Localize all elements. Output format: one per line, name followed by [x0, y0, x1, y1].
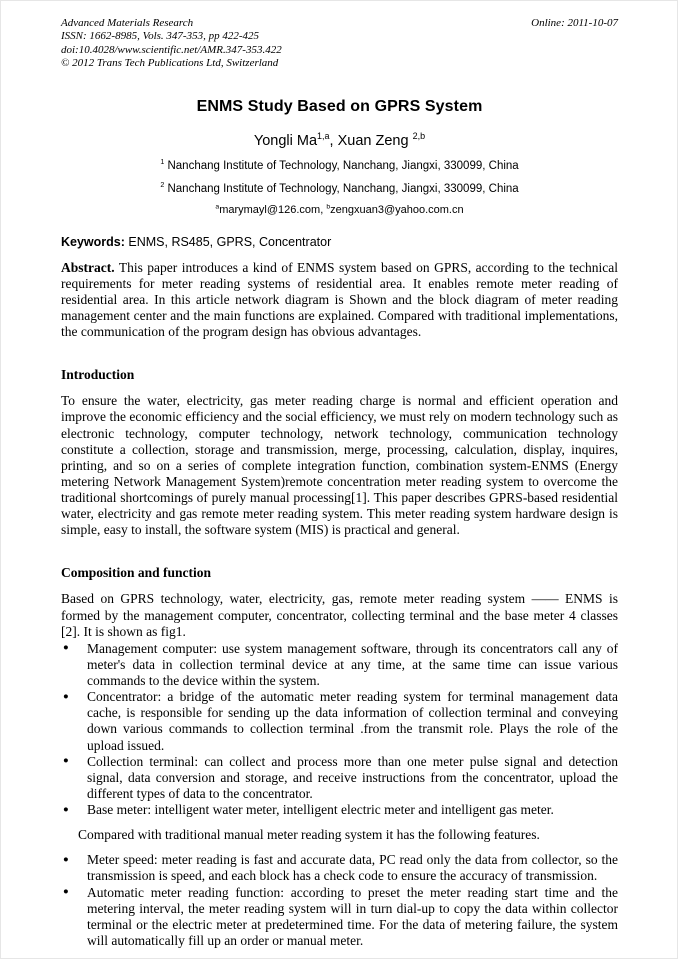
author-2-superscript: 2,b	[412, 130, 426, 141]
composition-bullet-list	[61, 641, 618, 818]
bullet-icon: ●	[63, 691, 69, 702]
affiliation-1	[61, 157, 618, 172]
list-item	[61, 641, 618, 689]
author-separator: ,	[329, 132, 338, 149]
list-item-text: Collection terminal: can collect and process more than one meter pulse signal and detection signal, data conversion and storage, and receive instructions from the concentrator, upload the different types of data to the concentrator.	[87, 753, 618, 801]
journal-name: Advanced Materials Research	[61, 17, 194, 29]
bullet-icon: ●	[63, 887, 69, 897]
issn-line: ISSN: 1662-8985, Vols. 347-353, pp 422-425	[61, 30, 259, 43]
author-1-superscript: 1,a	[317, 130, 330, 141]
email-2: zengxuan3@yahoo.com.cn	[330, 203, 464, 216]
bullet-icon: ●	[63, 756, 69, 767]
composition-paragraph: Based on GPRS technology, water, electricity, gas, remote meter reading system —— ENMS is formed by the management computer, concentrator, collecting terminal and the base meter 4 classes [2]. It is shown as fig1.	[61, 591, 618, 639]
list-item	[61, 689, 618, 754]
bullet-icon: ●	[63, 804, 69, 815]
list-item-text: Automatic meter reading function: according to preset the meter reading start time and the metering interval, the meter reading system will in turn dial-up to copy the data within collector terminal or the electric meter at predetermined time. For the data of metering failure, the system will automatically fill up an order or manual meter.	[87, 884, 618, 948]
online-date: Online: 2011-10-07	[531, 17, 618, 29]
features-bullet-list	[61, 852, 618, 949]
keywords-line	[61, 235, 618, 249]
email-1: marymayl@126.com,	[219, 203, 327, 216]
list-item-text: Concentrator: a bridge of the automatic meter reading system for terminal management data cache, is responsible for sending up the data information of collection terminal and conveying down various commands to collection terminal .from the transmit role. Plays the role of the upload issued.	[87, 689, 618, 753]
copyright-line: © 2012 Trans Tech Publications Ltd, Switzerland	[61, 57, 279, 70]
affiliation-2-text: Nanchang Institute of Technology, Nanchang, Jiangxi, 330099, China	[164, 182, 519, 195]
email-1-superscript: a	[215, 202, 220, 210]
doi-line: doi:10.4028/www.scientific.net/AMR.347-353.422	[61, 43, 282, 56]
list-item	[61, 754, 618, 802]
introduction-paragraph: To ensure the water, electricity, gas meter reading charge is normal and efficient operation and improve the economic efficiency and the social efficiency, we must rely on modern technology such as electronic technology, computer technology, network technology, communication technology constitute a collection, storage and transmission, merge, processing, calculation, display, inquires, printing, and so on a series of complete integration function, combination system-ENMS (Energy metering Network Management System)remote concentration meter reading system to overcome the traditional shortcomings of purely manual processing[1]. This paper describes GPRS-based residential water, electricity and gas remote meter reading system. This meter reading system hardware design is simple, easy to install, the software system (MIS) is practical and general.	[61, 393, 618, 538]
authors-line	[61, 130, 618, 149]
journal-info	[61, 17, 282, 71]
affiliation-2-superscript: 2	[160, 180, 165, 189]
abstract-paragraph	[61, 260, 618, 341]
bullet-icon: ●	[63, 854, 69, 865]
author-emails-line	[61, 204, 618, 216]
list-item	[61, 852, 618, 884]
affiliation-2	[61, 180, 618, 195]
list-item-text: Base meter: intelligent water meter, intelligent electric meter and intelligent gas meter.	[87, 802, 554, 817]
abstract-label: Abstract.	[61, 259, 115, 275]
paper-title: ENMS Study Based on GPRS System	[196, 97, 483, 115]
author-1-name: Yongli Ma	[253, 132, 318, 149]
list-item-text: Management computer: use system management software, through its concentrators call any of meter's data in collection terminal device at any time, at the same time can issue various commands to the device within the system.	[87, 640, 618, 688]
affiliation-1-superscript: 1	[160, 157, 165, 166]
bullet-icon: ●	[63, 643, 69, 654]
features-intro-line: Compared with traditional manual meter reading system it has the following features.	[78, 827, 540, 843]
list-item-text: Meter speed: meter reading is fast and accurate data, PC read only the data from collector, so the transmission is speed, and each block has a check code to ensure the accuracy of transmission.	[87, 852, 618, 884]
section-heading-introduction: Introduction	[61, 367, 135, 383]
keywords-text: ENMS, RS485, GPRS, Concentrator	[124, 234, 332, 249]
section-heading-composition: Composition and function	[61, 565, 212, 581]
list-item	[61, 802, 618, 818]
author-2-name: Xuan Zeng	[337, 132, 413, 149]
affiliation-1-text: Nanchang Institute of Technology, Nanchang, Jiangxi, 330099, China	[164, 159, 519, 172]
list-item	[61, 885, 618, 950]
keywords-label: Keywords:	[61, 234, 125, 249]
email-2-superscript: b	[326, 202, 331, 210]
journal-header	[61, 17, 618, 71]
abstract-text: This paper introduces a kind of ENMS system based on GPRS, according to the technical requirements for meter reading systems of residential area. It enables remote meter reading of residential area. In this article network diagram is Shown and the block diagram of meter reading management center and the main functions are explained. Compared with traditional implementations, the communication of the program design has obvious advantages.	[61, 259, 618, 340]
